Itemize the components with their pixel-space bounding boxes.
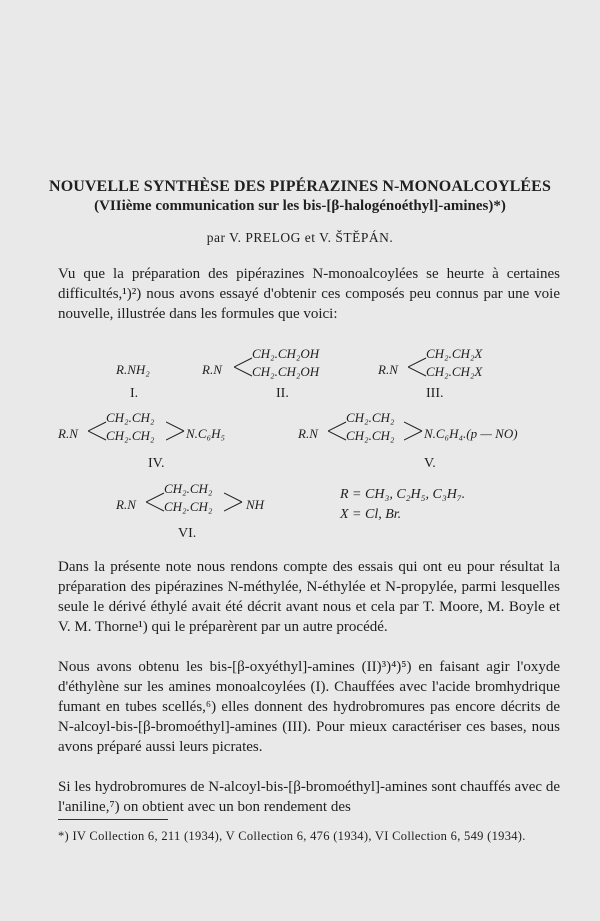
formula-V-prefix: R.N — [298, 426, 318, 441]
footnote-divider — [58, 819, 168, 820]
label-II: II. — [276, 386, 289, 401]
formula-II-prefix: R.N — [202, 362, 222, 377]
label-IV: IV. — [148, 456, 165, 471]
label-V: V. — [424, 456, 436, 471]
article-subtitle: (VIIième communication sur les bis-[β-halogénoéthyl]-amines)*) — [94, 198, 506, 214]
paragraph-2: Dans la présente note nous rendons compte des essais qui ont eu pour résultat la préparation des pipérazines N-méthylée, N-éthylée et N-propylée, parmi lesquelles seule le dérivé éthylé avait été décrit avant nous et cela par T. Moore, M. Boyle et V. M. Thorne¹) qui le préparèrent par un autre procédé. — [58, 559, 560, 635]
bracket-VI-left — [146, 487, 166, 517]
formula-VI-prefix: R.N — [116, 497, 136, 512]
formula-V-top: CH₂.CH₂ — [346, 410, 395, 425]
formula-VI-top: CH₂.CH₂ — [164, 481, 213, 496]
formula-V-bottom: CH₂.CH₂ — [346, 428, 395, 443]
paragraph-3: Nous avons obtenu les bis-[β-oxyéthyl]-amines (II)³)⁴)⁵) en faisant agir l'oxyde d'éthylène sur les amines monoalcoylées (I). Chauffées avec l'acide bromhydrique fumant en tubes scellés,⁶) elles donnent des hydrobromures pas encore décrits de N-alcoyl-bis-[β-bromoéthyl]-amines (III). Pour mieux caractériser ces bases, nous avons préparé aussi leurs picrates. — [58, 659, 560, 755]
formula-I: R.NH₂ — [116, 362, 150, 377]
formula-IV-suffix: N.C₆H₅ — [186, 426, 226, 441]
bracket-II — [234, 352, 254, 382]
formula-V-suffix: N.C₆H₄.(p — NO) — [424, 426, 518, 441]
bracket-VI-right — [224, 487, 244, 517]
formula-III-prefix: R.N — [378, 362, 398, 377]
formula-IV-bottom: CH₂.CH₂ — [106, 428, 155, 443]
definition-R: R = CH₃, C₂H₅, C₃H₇. — [340, 487, 466, 502]
formula-VI-bottom: CH₂.CH₂ — [164, 499, 213, 514]
paragraph-intro: Vu que la préparation des pipérazines N-monoalcoylées se heurte à certaines difficultés,¹)²) nous avons essayé d'obtenir ces composés peu connus par une voie nouvelle, illustrée dans les formules que voici: — [58, 266, 560, 322]
formula-II-bottom: CH₂.CH₂OH — [252, 364, 320, 379]
article-title: NOUVELLE SYNTHÈSE DES PIPÉRAZINES N-MONOALCOYLÉES — [49, 178, 551, 195]
definition-X: X = Cl, Br. — [340, 507, 402, 522]
label-III: III. — [426, 386, 444, 401]
label-I: I. — [130, 386, 139, 401]
bracket-IV-right — [166, 416, 186, 446]
bracket-IV-left — [88, 416, 108, 446]
authors-line: par V. PRELOG et V. ŠTĚPÁN. — [206, 230, 394, 245]
bracket-V-right — [404, 416, 424, 446]
footnote: *) IV Collection 6, 211 (1934), V Collection 6, 476 (1934), VI Collection 6, 549 (1934). — [58, 829, 526, 843]
formula-III-bottom: CH₂.CH₂X — [426, 364, 483, 379]
formula-VI-suffix: NH — [246, 497, 265, 512]
formula-III-top: CH₂.CH₂X — [426, 346, 483, 361]
paragraph-4: Si les hydrobromures de N-alcoyl-bis-[β-bromoéthyl]-amines sont chauffés avec de l'aniline,⁷) on obtient avec un bon rendement des — [58, 779, 560, 815]
formula-II-top: CH₂.CH₂OH — [252, 346, 320, 361]
bracket-III — [408, 352, 428, 382]
bracket-V-left — [328, 416, 348, 446]
formula-IV-top: CH₂.CH₂ — [106, 410, 155, 425]
formula-IV-prefix: R.N — [58, 426, 78, 441]
label-VI: VI. — [178, 526, 197, 541]
